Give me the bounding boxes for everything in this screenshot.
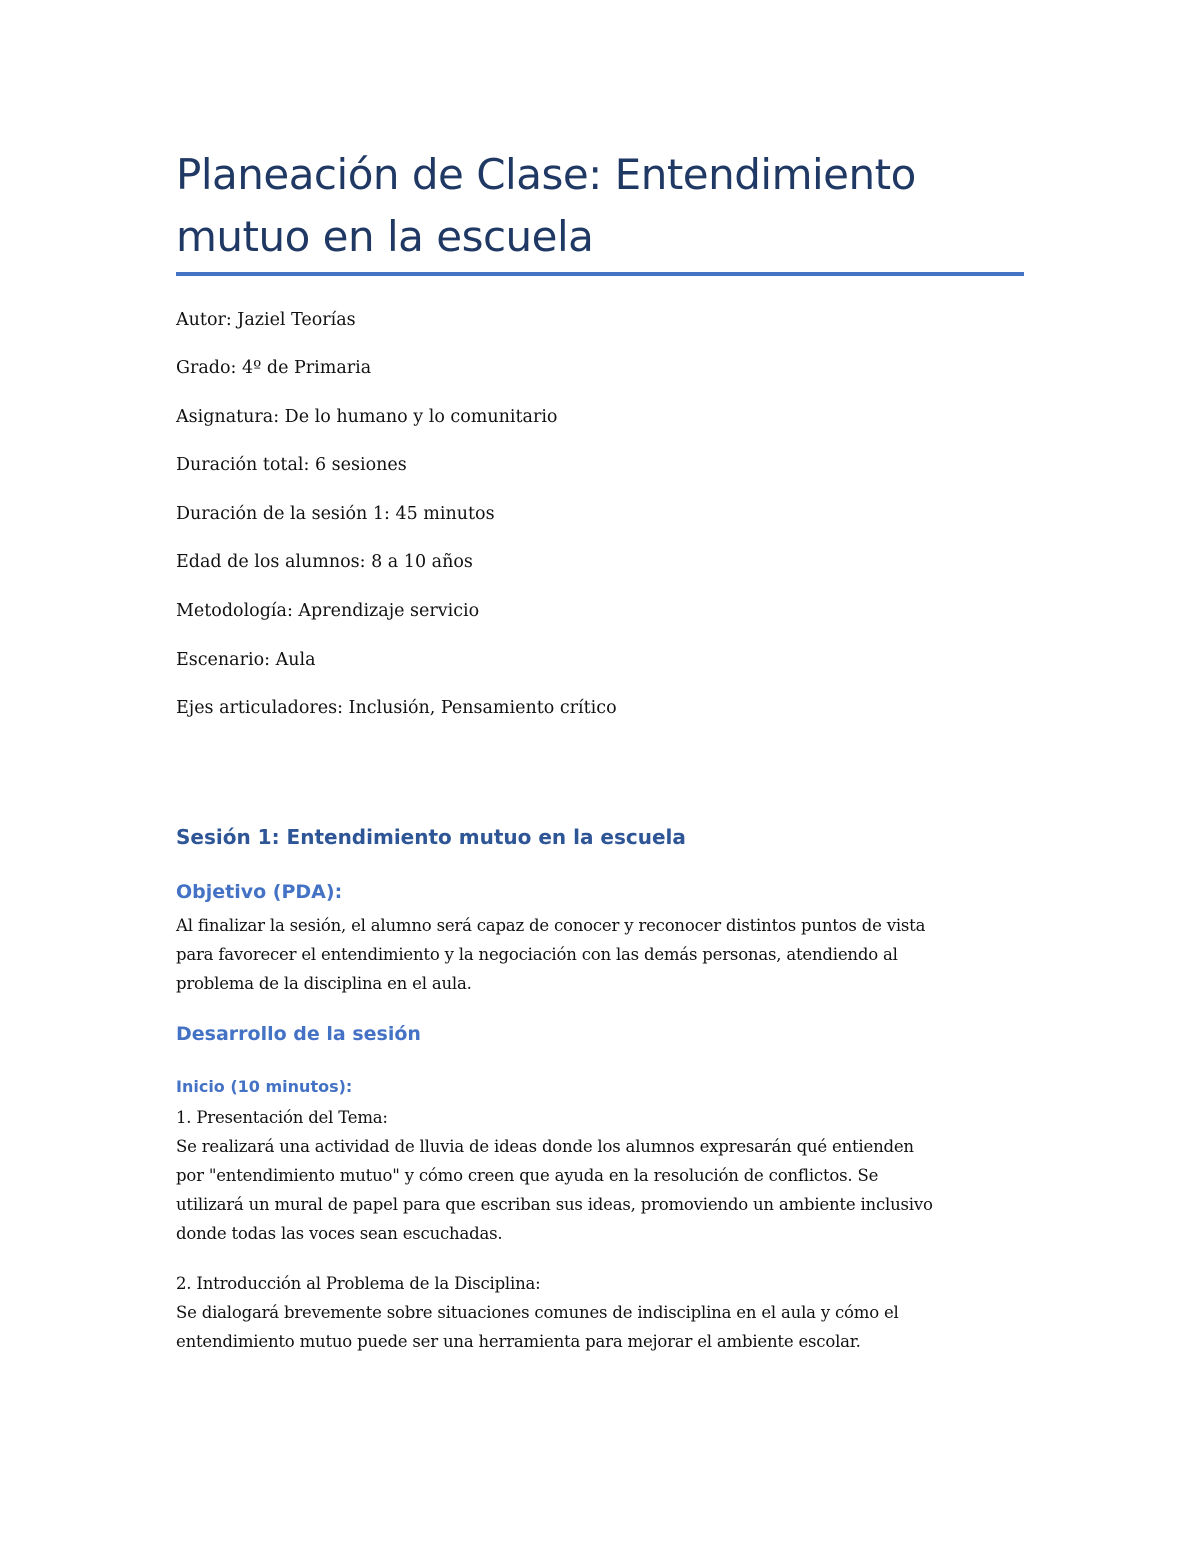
meta-scenario: Escenario: Aula bbox=[176, 650, 316, 670]
inicio-item-1-line: utilizará un mural de papel para que escriban sus ideas, promoviendo un ambiente inclusivo bbox=[176, 1195, 933, 1214]
meta-session-duration: Duración de la sesión 1: 45 minutos bbox=[176, 504, 495, 524]
inicio-item-1-line: donde todas las voces sean escuchadas. bbox=[176, 1224, 503, 1243]
meta-student-age: Edad de los alumnos: 8 a 10 años bbox=[176, 552, 473, 572]
objective-line: problema de la disciplina en el aula. bbox=[176, 974, 472, 993]
objective-line: para favorecer el entendimiento y la negociación con las demás personas, atendiendo al bbox=[176, 945, 898, 964]
meta-grade: Grado: 4º de Primaria bbox=[176, 358, 372, 378]
meta-total-duration: Duración total: 6 sesiones bbox=[176, 455, 407, 475]
objective-heading: Objetivo (PDA): bbox=[176, 881, 343, 903]
inicio-item-1-line: 1. Presentación del Tema: bbox=[176, 1108, 388, 1127]
inicio-item-1-line: por "entendimiento mutuo" y cómo creen que ayuda en la resolución de conflictos. Se bbox=[176, 1166, 879, 1185]
meta-subject: Asignatura: De lo humano y lo comunitario bbox=[176, 407, 558, 427]
inicio-heading: Inicio (10 minutos): bbox=[176, 1077, 353, 1096]
document-title-line-2: mutuo en la escuela bbox=[176, 212, 594, 261]
development-heading: Desarrollo de la sesión bbox=[176, 1023, 421, 1045]
objective-paragraph bbox=[176, 911, 1056, 998]
inicio-item-2-line: entendimiento mutuo puede ser una herramienta para mejorar el ambiente escolar. bbox=[176, 1332, 861, 1351]
title-underline bbox=[176, 272, 1024, 276]
inicio-item-2-line: Se dialogará brevemente sobre situaciones comunes de indisciplina en el aula y cómo el bbox=[176, 1303, 899, 1322]
session-heading: Sesión 1: Entendimiento mutuo en la escuela bbox=[176, 825, 686, 849]
inicio-item-1 bbox=[176, 1103, 1056, 1248]
meta-author: Autor: Jaziel Teorías bbox=[176, 310, 356, 330]
inicio-item-1-line: Se realizará una actividad de lluvia de ideas donde los alumnos expresarán qué entienden bbox=[176, 1137, 914, 1156]
meta-methodology: Metodología: Aprendizaje servicio bbox=[176, 601, 480, 621]
document-title-line-1: Planeación de Clase: Entendimiento bbox=[176, 150, 916, 199]
inicio-item-2 bbox=[176, 1269, 1056, 1356]
objective-line: Al finalizar la sesión, el alumno será capaz de conocer y reconocer distintos puntos de vista bbox=[176, 916, 926, 935]
meta-axes: Ejes articuladores: Inclusión, Pensamiento crítico bbox=[176, 698, 617, 718]
document-title bbox=[176, 144, 1036, 268]
inicio-item-2-line: 2. Introducción al Problema de la Disciplina: bbox=[176, 1274, 541, 1293]
